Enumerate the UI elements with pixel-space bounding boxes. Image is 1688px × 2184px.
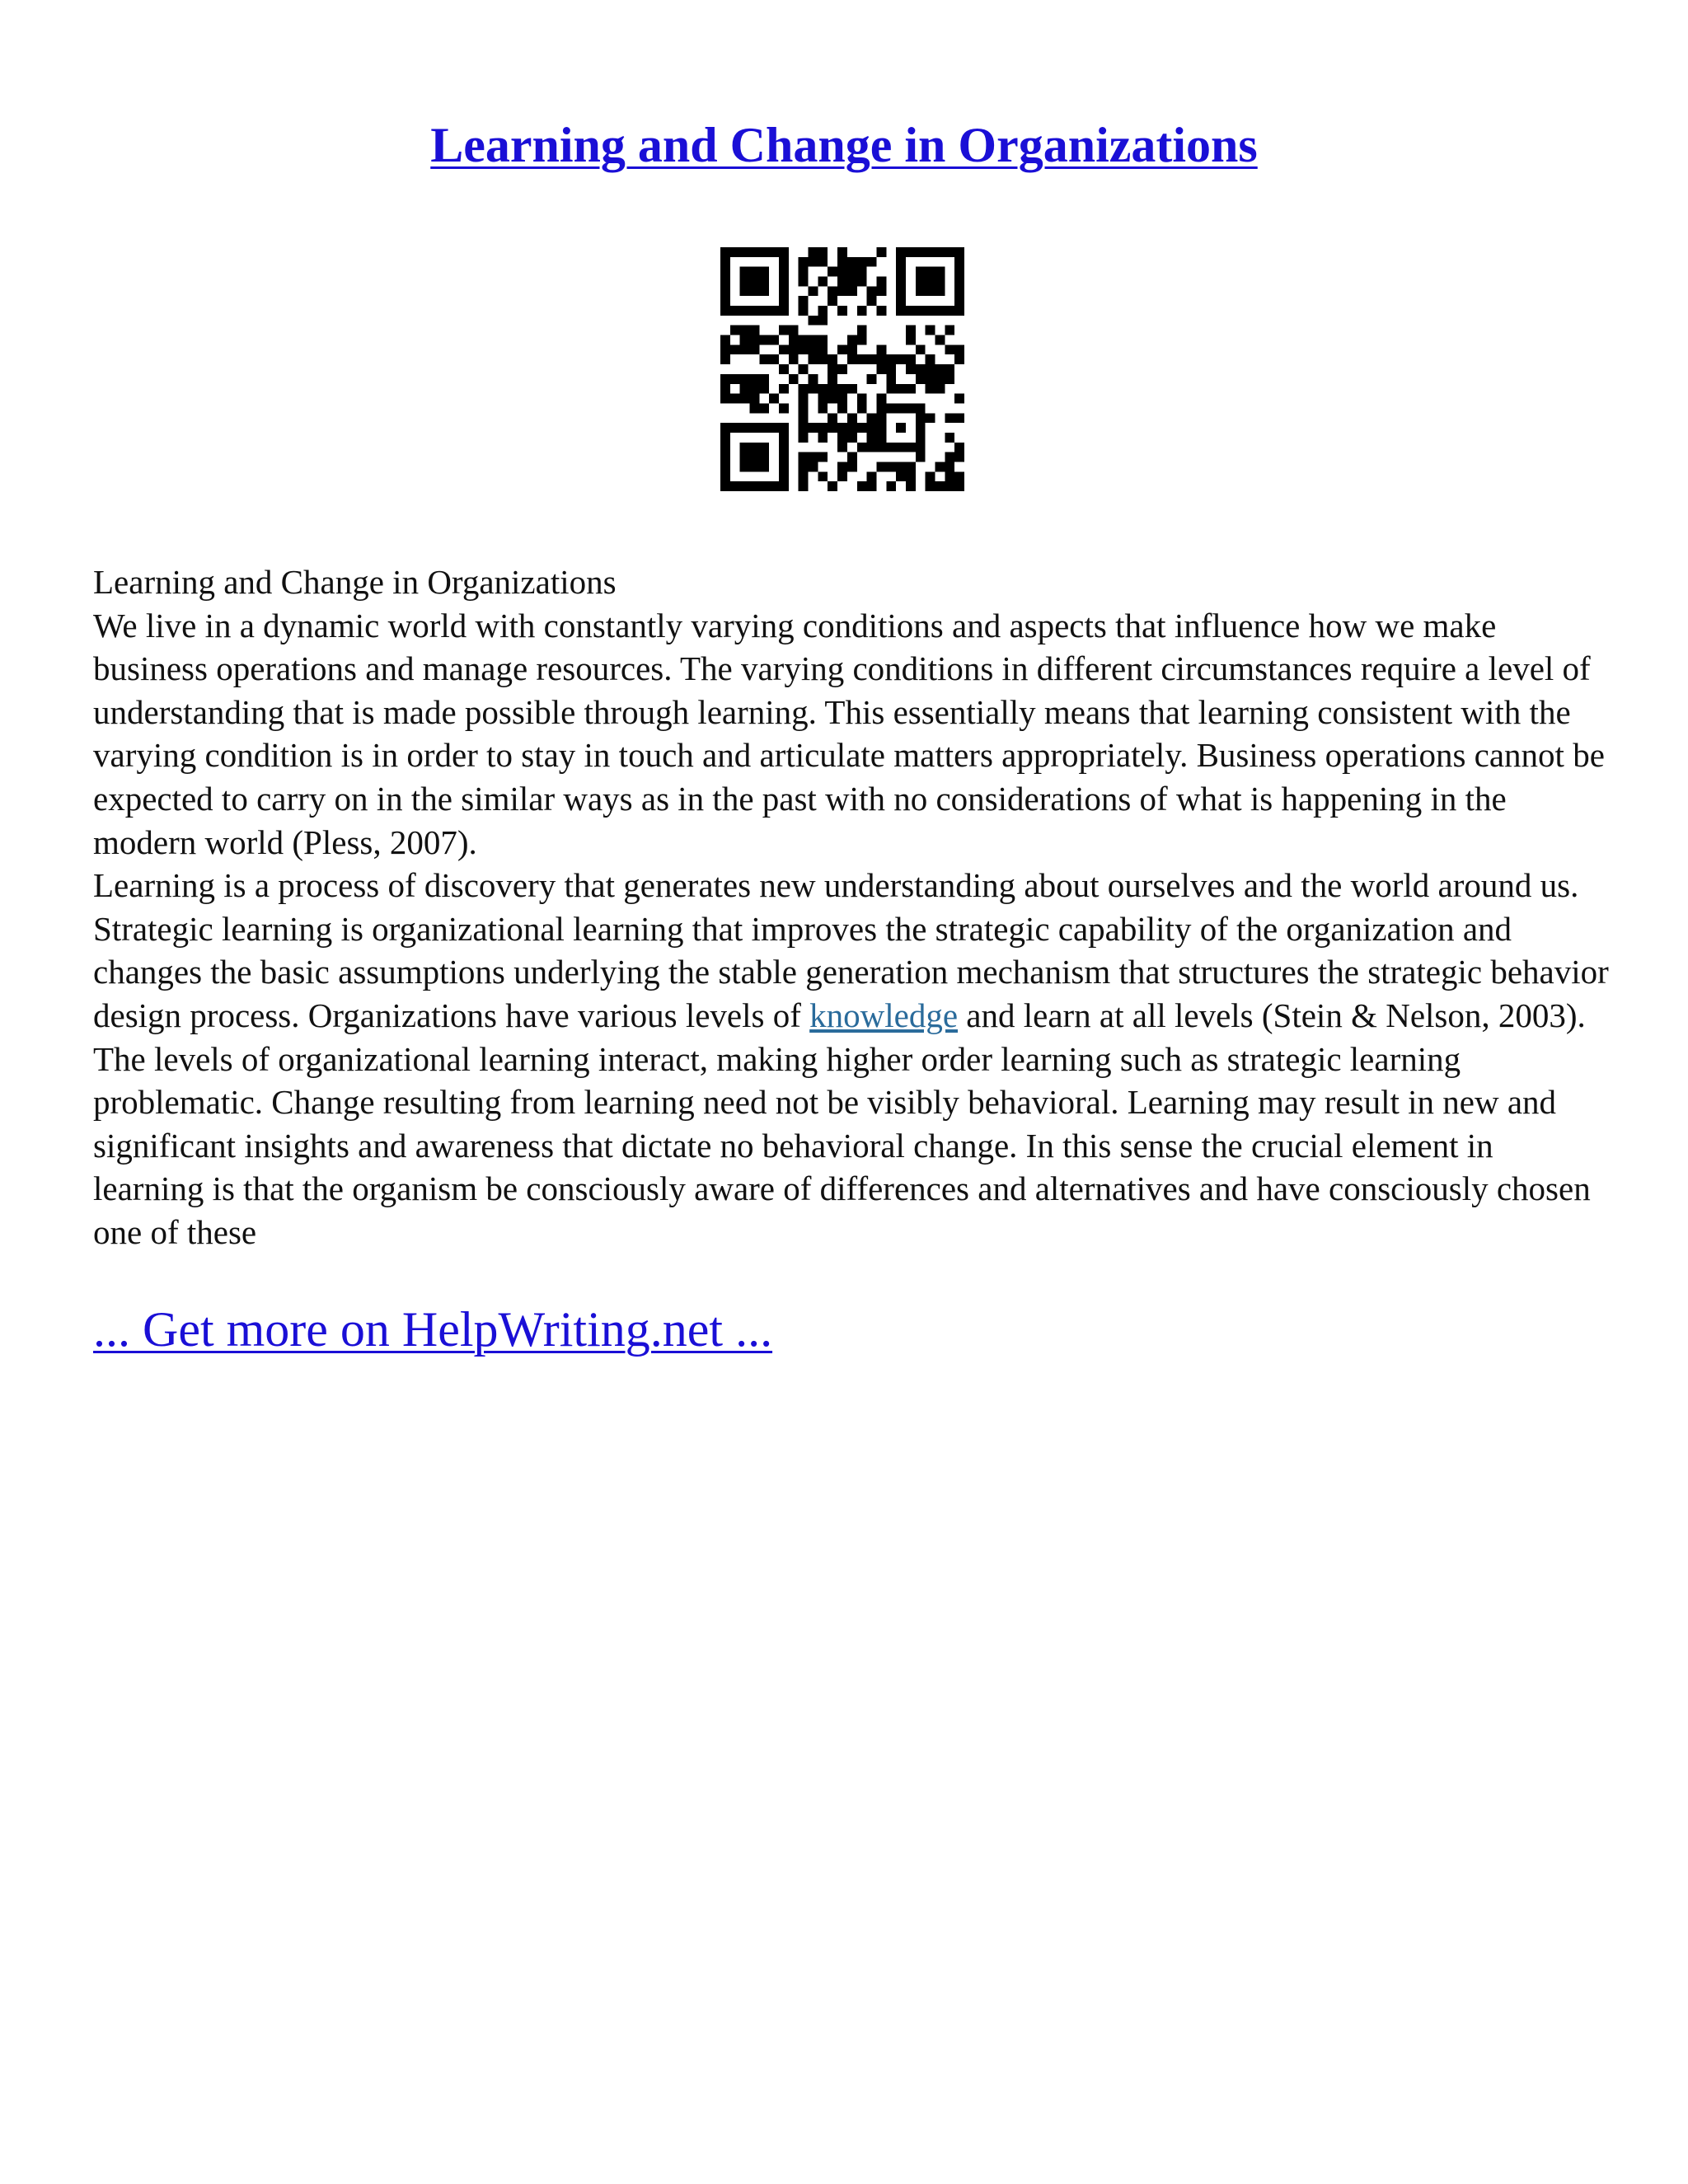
qr-code-icon: [720, 247, 964, 491]
paragraph-2: [93, 864, 1610, 1254]
paragraph-2-text-a: Learning is a process of discovery that generates new understanding about ourselves and the world around us. Strategic learning is organizational learning that improves the strategic capability of the organization and changes the basic assumptions underlying the stable generation mechanism that structures the strategic behavior design process. Organizations have various levels of: [93, 866, 1609, 1034]
paragraph-2-text-b: and learn at all levels (Stein & Nelson, 2003). The levels of organizational learning interact, making higher order learning such as strategic learning problematic. Change resulting from learning need not be visibly behavioral. Learning may result in new and significant insights and awareness that dictate no behavioral change. In this sense the crucial element in learning is that the organism be consciously aware of differences and alternatives and have consciously chosen one of these: [93, 996, 1591, 1251]
get-more-line: [93, 1298, 772, 1361]
paragraph-1: We live in a dynamic world with constantly varying conditions and aspects that influence how we make business operations and manage resources. The varying conditions in different circumstances require a level of understanding that is made possible through learning. This essentially means that learning consistent with the varying condition is in order to stay in touch and articulate matters appropriately. Business operations cannot be expected to carry on in the similar ways as in the past with no considerations of what is happening in the modern world (Pless, 2007).: [93, 606, 1605, 861]
title-link[interactable]: Learning and Change in Organizations: [430, 118, 1258, 172]
article-subtitle: Learning and Change in Organizations: [93, 563, 617, 601]
get-more-link[interactable]: ... Get more on HelpWriting.net ...: [93, 1302, 773, 1357]
page-title: [0, 114, 1688, 176]
article-body: [93, 560, 1610, 1254]
knowledge-link[interactable]: knowledge: [809, 996, 959, 1034]
